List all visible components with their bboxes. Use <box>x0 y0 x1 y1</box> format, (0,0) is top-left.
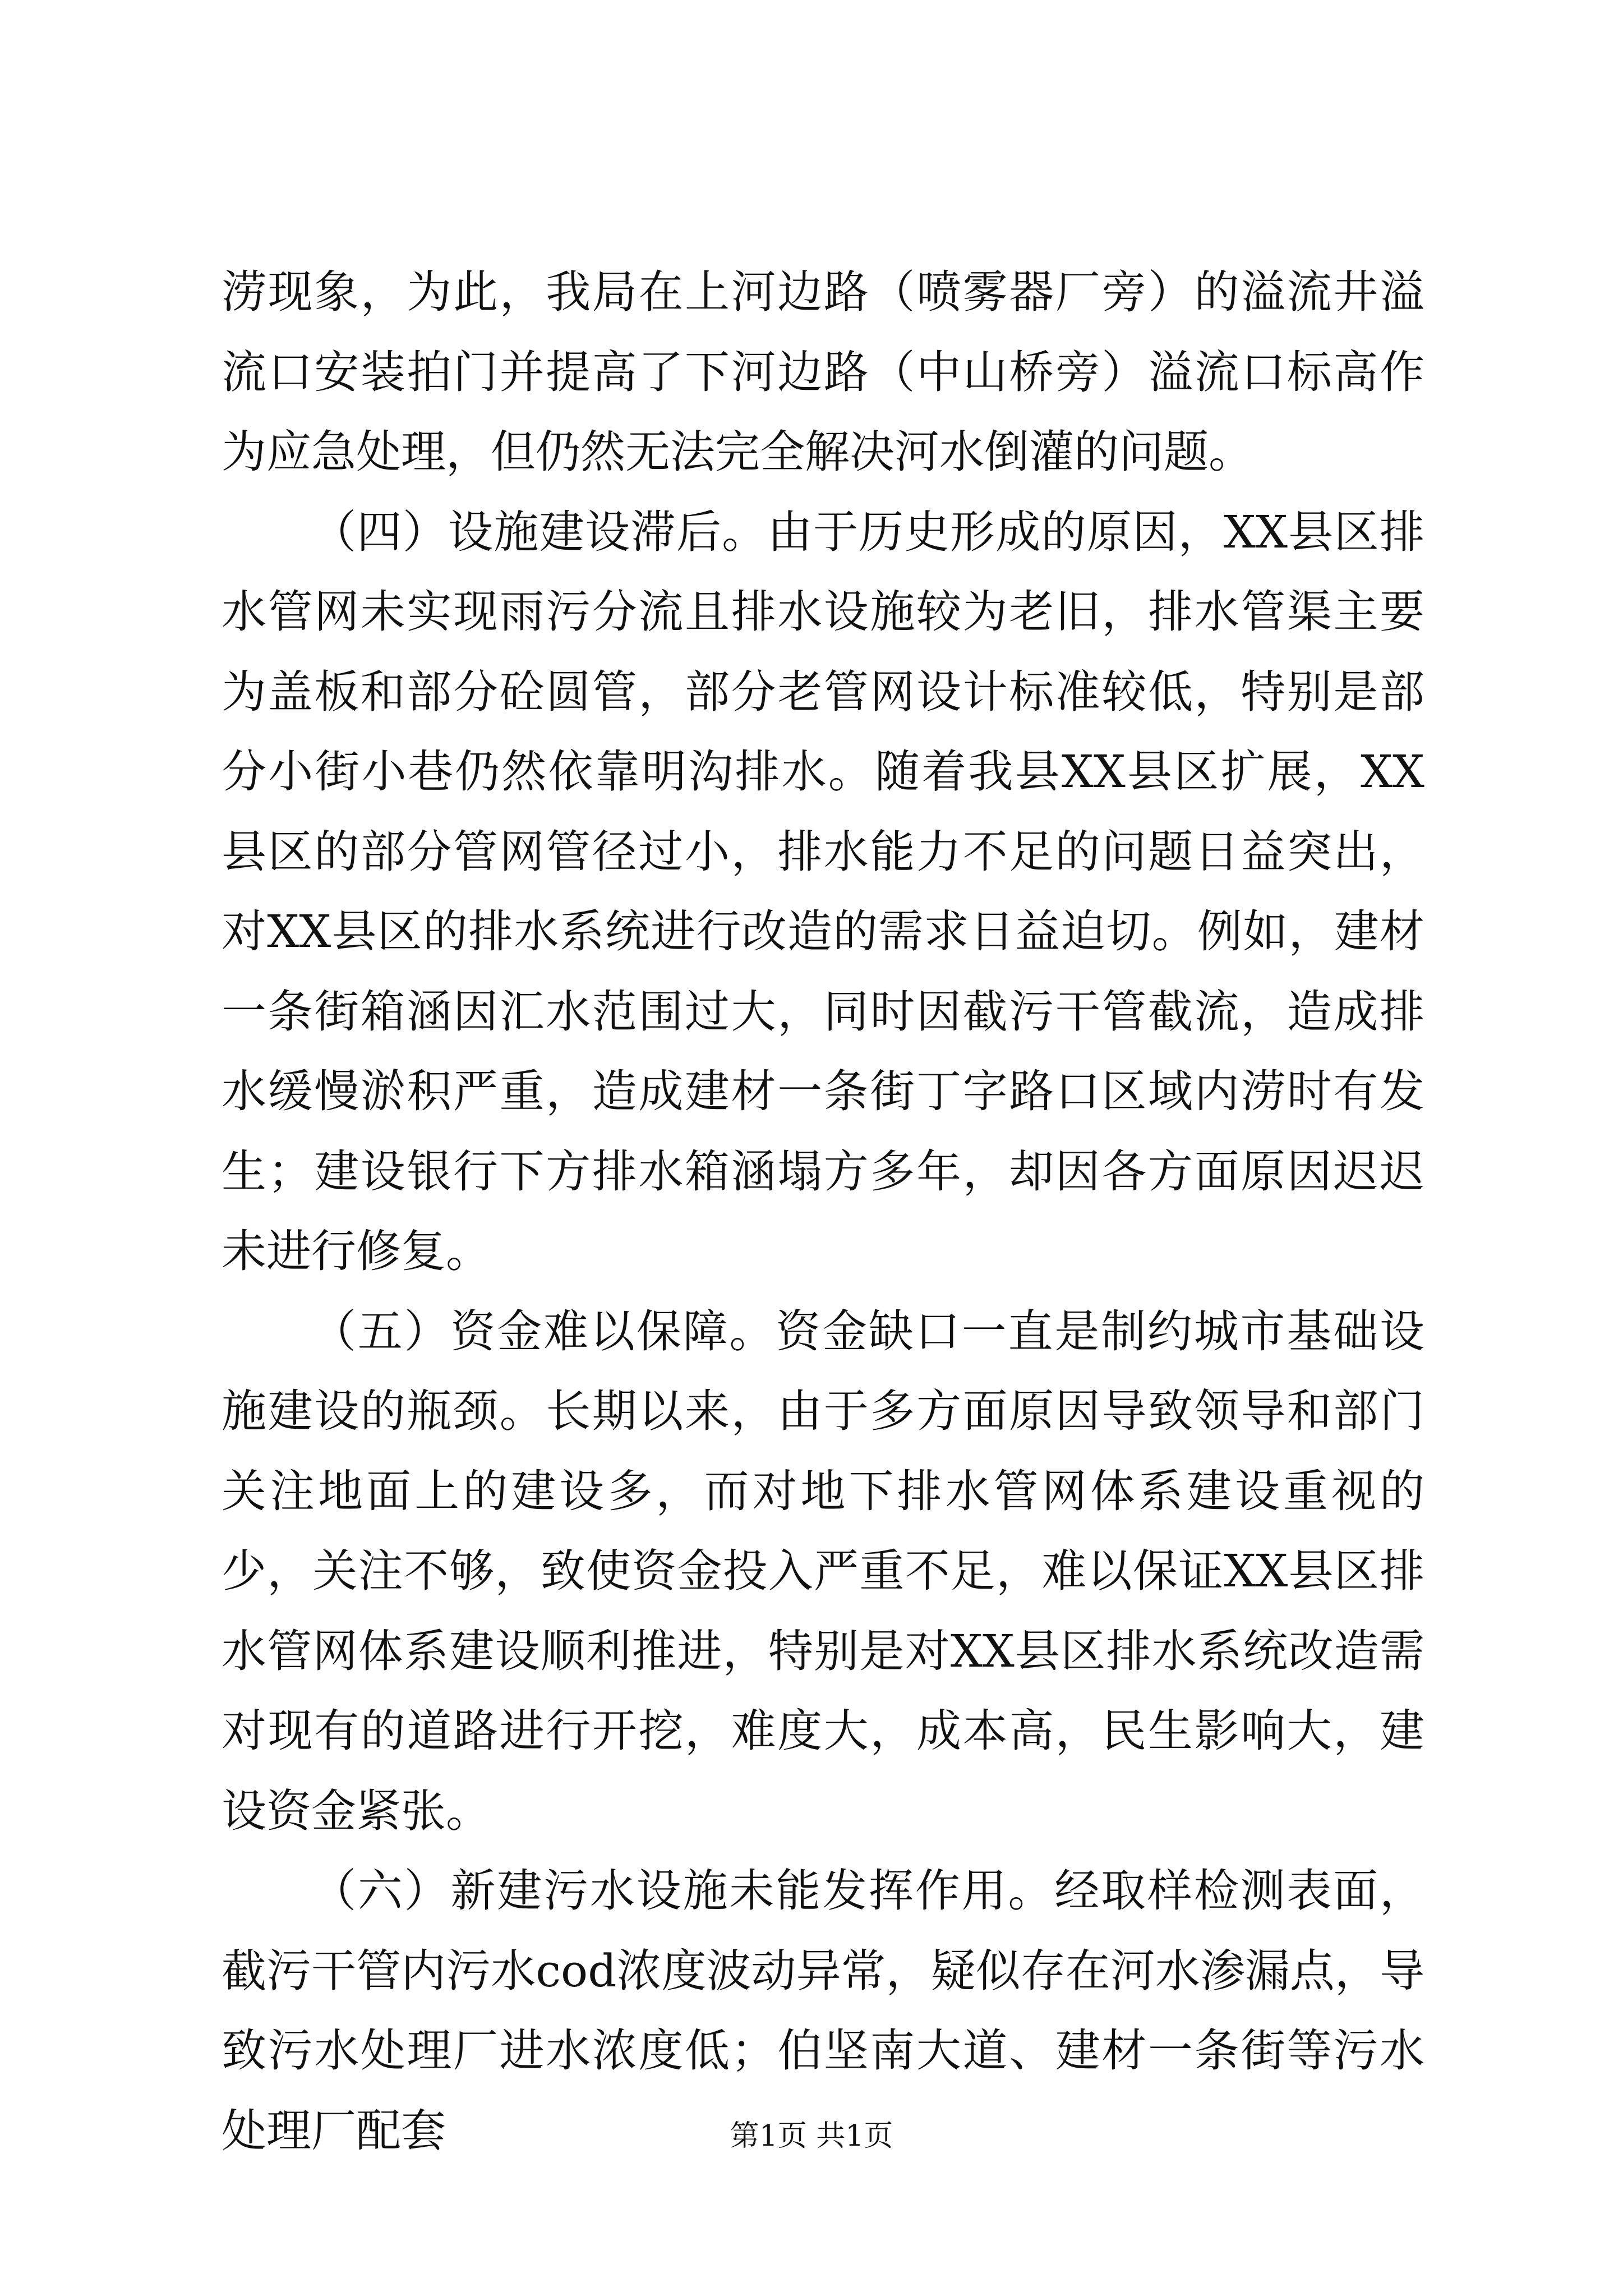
paragraph-4: （六）新建污水设施未能发挥作用。经取样检测表面，截污干管内污水cod浓度波动异常，疑似存在河水渗漏点，导致污水处理厂进水浓度低；伯坚南大道、建材一条街等污水处理厂配套 <box>222 1865 1424 2157</box>
paragraph-2: （四）设施建设滞后。由于历史形成的原因，XX县区排水管网未实现雨污分流且排水设施较为老旧，排水管渠主要为盖板和部分砼圆管，部分老管网设计标准较低，特别是部分小街小巷仍然依靠明沟排水。随着我县XX县区扩展，XX县区的部分管网管径过小，排水能力不足的问题日益突出，对XX县区的排水系统进行改造的需求日益迫切。例如，建材一条街箱涵因汇水范围过大，同时因截污干管截流，造成排水缓慢淤积严重，造成建材一条街丁字路口区域内涝时有发生；建设银行下方排水箱涵塌方多年，却因各方面原因迟迟未进行修复。 <box>222 505 1424 1277</box>
paragraph-3: （五）资金难以保障。资金缺口一直是制约城市基础设施建设的瓶颈。长期以来，由于多方面原因导致领导和部门关注地面上的建设多，而对地下排水管网体系建设重视的少，关注不够，致使资金投入严重不足，难以保证XX县区排水管网体系建设顺利推进，特别是对XX县区排水系统改造需对现有的道路进行开挖，难度大，成本高，民生影响大，建设资金紧张。 <box>222 1305 1424 1837</box>
page-footer: 第1页 共1页 <box>730 2119 893 2153</box>
document-body <box>222 252 1424 2171</box>
paragraph-1: 涝现象，为此，我局在上河边路（喷雾器厂旁）的溢流井溢流口安装拍门并提高了下河边路（中山桥旁）溢流口标高作为应急处理，但仍然无法完全解决河水倒灌的问题。 <box>222 266 1424 478</box>
